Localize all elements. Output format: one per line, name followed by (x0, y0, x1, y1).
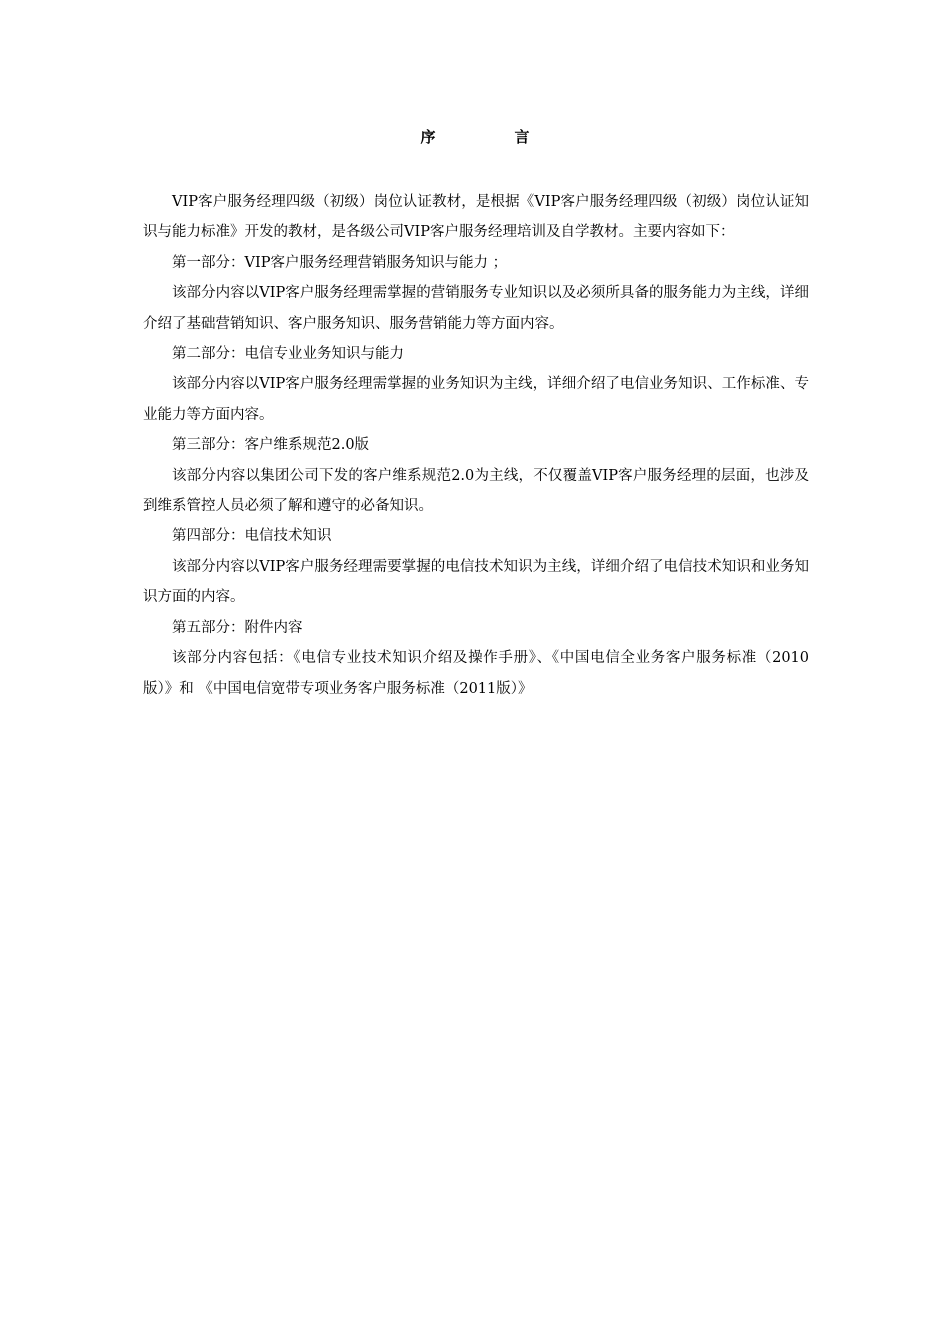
section-heading-part-1: 第一部分：VIP客户服务经理营销服务知识与能力 ； (172, 254, 508, 271)
section-description-part-4: 该部分内容以VIP客户服务经理需要掌握的电信技术知识为主线，详细介绍了电信技术知识和业务知识方面的内容。 (143, 558, 809, 606)
section-heading-part-3: 第三部分：客户维系规范2.0版 (172, 437, 370, 454)
section-description-part-3: 该部分内容以集团公司下发的客户维系规范2.0为主线，不仅覆盖VIP客户服务经理的层面，也涉及到维系管控人员必须了解和遵守的必备知识。 (143, 467, 809, 515)
document-body (143, 187, 809, 704)
document-title: 序 言 (420, 128, 562, 146)
section-description-part-2: 该部分内容以VIP客户服务经理需掌握的业务知识为主线，详细介绍了电信业务知识、工作标准、专业能力等方面内容。 (143, 376, 809, 423)
intro-paragraph: VIP客户服务经理四级（初级）岗位认证教材，是根据《VIP客户服务经理四级（初级）岗位认证知识与能力标准》开发的教材，是各级公司VIP客户服务经理培训及自学教材。主要内容如下： (143, 194, 809, 241)
section-heading-part-2: 第二部分：电信专业业务知识与能力 (172, 346, 404, 363)
section-description-part-5: 该部分内容包括：《电信专业技术知识介绍及操作手册》、《中国电信全业务客户服务标准（2010版）》和 《中国电信宽带专项业务客户服务标准（2011版）》 (143, 650, 809, 697)
section-description-part-1: 该部分内容以VIP客户服务经理需掌握的营销服务专业知识以及必须所具备的服务能力为主线，详细介绍了基础营销知识、客户服务知识、服务营销能力等方面内容。 (143, 285, 809, 332)
section-heading-part-4: 第四部分：电信技术知识 (172, 528, 332, 545)
section-heading-part-5: 第五部分：附件内容 (172, 619, 303, 636)
